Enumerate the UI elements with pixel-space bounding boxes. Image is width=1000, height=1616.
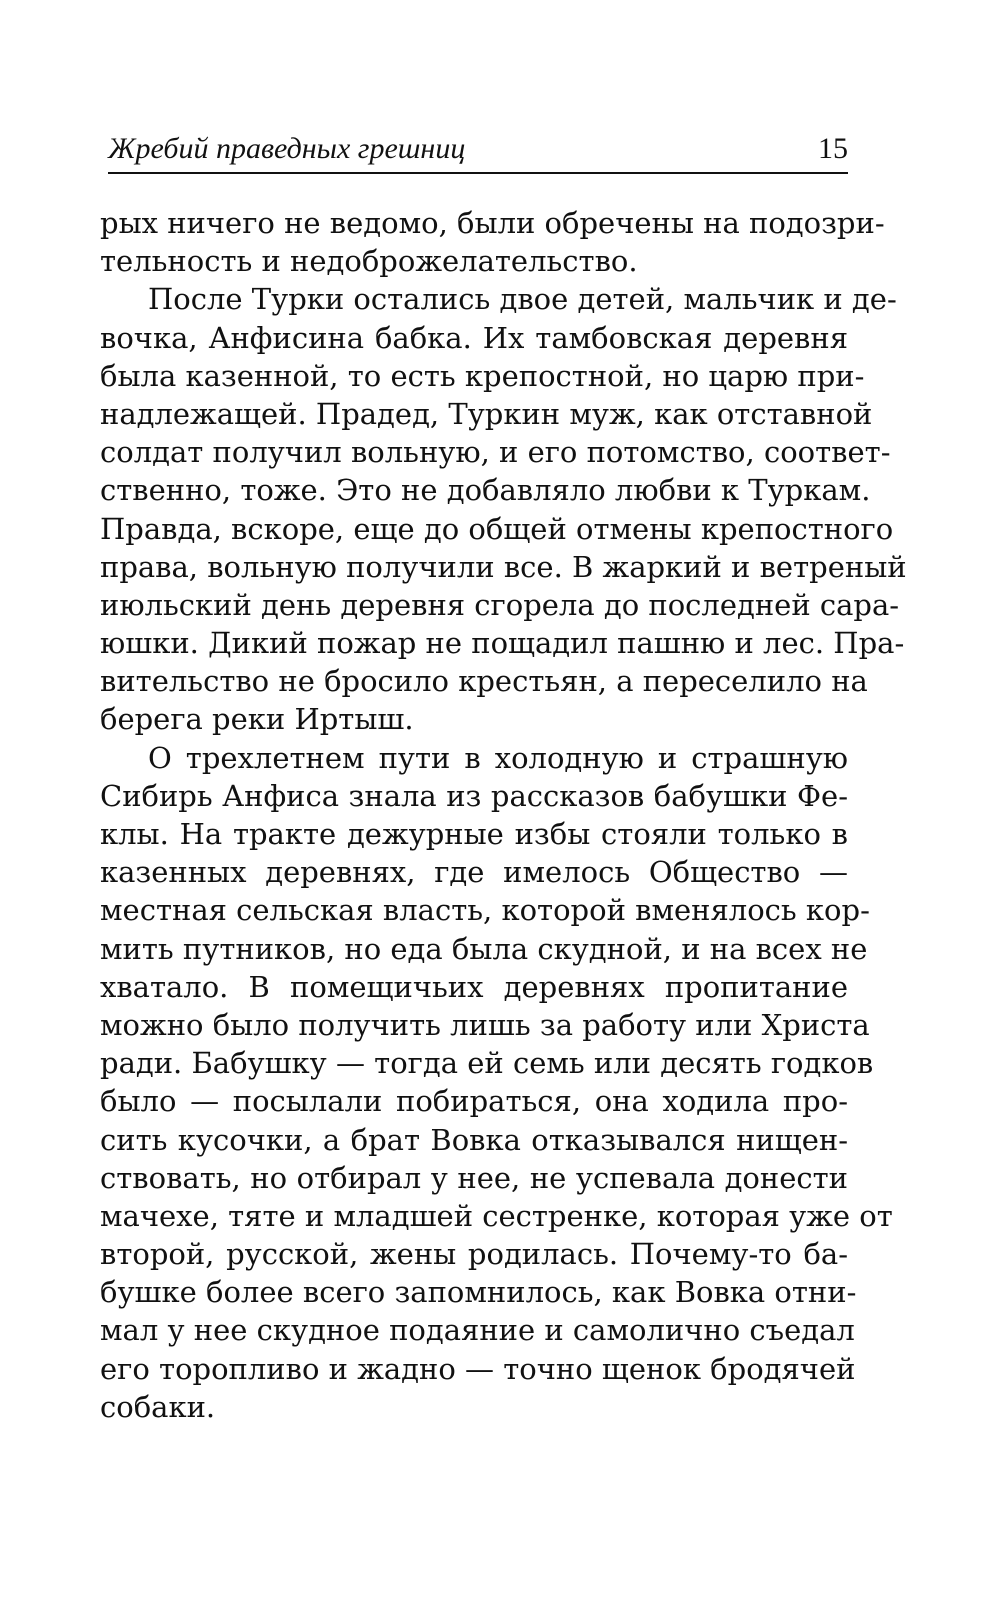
paragraph — [100, 280, 907, 738]
running-title: Жребий праведных грешниц — [108, 132, 466, 165]
text-line: его торопливо и жадно — точно щенок бродячей — [100, 1351, 856, 1386]
text-line: ради. Бабушку — тогда ей семь или десять годков — [100, 1046, 874, 1081]
text-line: юшки. Дикий пожар не пощадил пашню и лес. Пра- — [100, 626, 905, 661]
text-line: надлежащей. Прадед, Туркин муж, как отставной — [100, 396, 873, 431]
paragraph — [100, 739, 893, 1426]
running-header — [108, 128, 848, 174]
text-line: была казенной, то есть крепостной, но царю при- — [100, 358, 865, 393]
text-line: мачехе, тяте и младшей сестренке, которая уже от — [100, 1198, 893, 1233]
text-line: сить кусочки, а брат Вовка отказывался нищен- — [100, 1122, 848, 1157]
text-line: ственно, тоже. Это не добавляло любви к Туркам. — [100, 473, 871, 508]
text-line: бушке более всего запомнилось, как Вовка отни- — [100, 1275, 857, 1310]
text-line: казенных деревнях, где имелось Общество — — [100, 855, 848, 890]
text-line: О трехлетнем пути в холодную и страшную — [148, 740, 848, 775]
page-number: 15 — [818, 132, 848, 165]
text-line: Сибирь Анфиса знала из рассказов бабушки Фе- — [100, 778, 848, 813]
text-line: берега реки Иртыш. — [100, 702, 414, 737]
text-line: рых ничего не ведомо, были обречены на подозри- — [100, 206, 885, 240]
paragraph — [100, 204, 885, 280]
text-line: июльский день деревня сгорела до последней сара- — [100, 587, 900, 622]
text-line: вочка, Анфисина бабка. Их тамбовская деревня — [100, 320, 848, 355]
text-line: было — посылали побираться, она ходила про- — [100, 1084, 848, 1119]
text-line: ствовать, но отбирал у нее, не успевала донести — [100, 1160, 848, 1195]
text-line: Правда, вскоре, еще до общей отмены крепостного — [100, 511, 894, 546]
text-line: вительство не бросило крестьян, а переселило на — [100, 664, 868, 699]
text-line: мить путников, но еда была скудной, и на всех не — [100, 931, 868, 966]
text-line: хватало. В помещичьих деревнях пропитание — [100, 969, 848, 1004]
text-line: собаки. — [100, 1389, 216, 1424]
text-line: солдат получил вольную, и его потомство, соответ- — [100, 435, 891, 470]
text-line: клы. На тракте дежурные избы стояли только в — [100, 817, 848, 851]
text-line: можно было получить лишь за работу или Христа — [100, 1007, 870, 1042]
text-line: После Турки остались двое детей, мальчик и де- — [148, 282, 897, 317]
text-line: права, вольную получили все. В жаркий и ветреный — [100, 549, 907, 584]
body-text — [100, 204, 907, 1426]
text-line: тельность и недоброжелательство. — [100, 244, 638, 279]
text-line: второй, русской, жены родилась. Почему-то ба- — [100, 1237, 848, 1272]
text-line: местная сельская власть, которой вменялось кор- — [100, 893, 870, 928]
text-line: мал у нее скудное подаяние и самолично съедал — [100, 1313, 855, 1348]
